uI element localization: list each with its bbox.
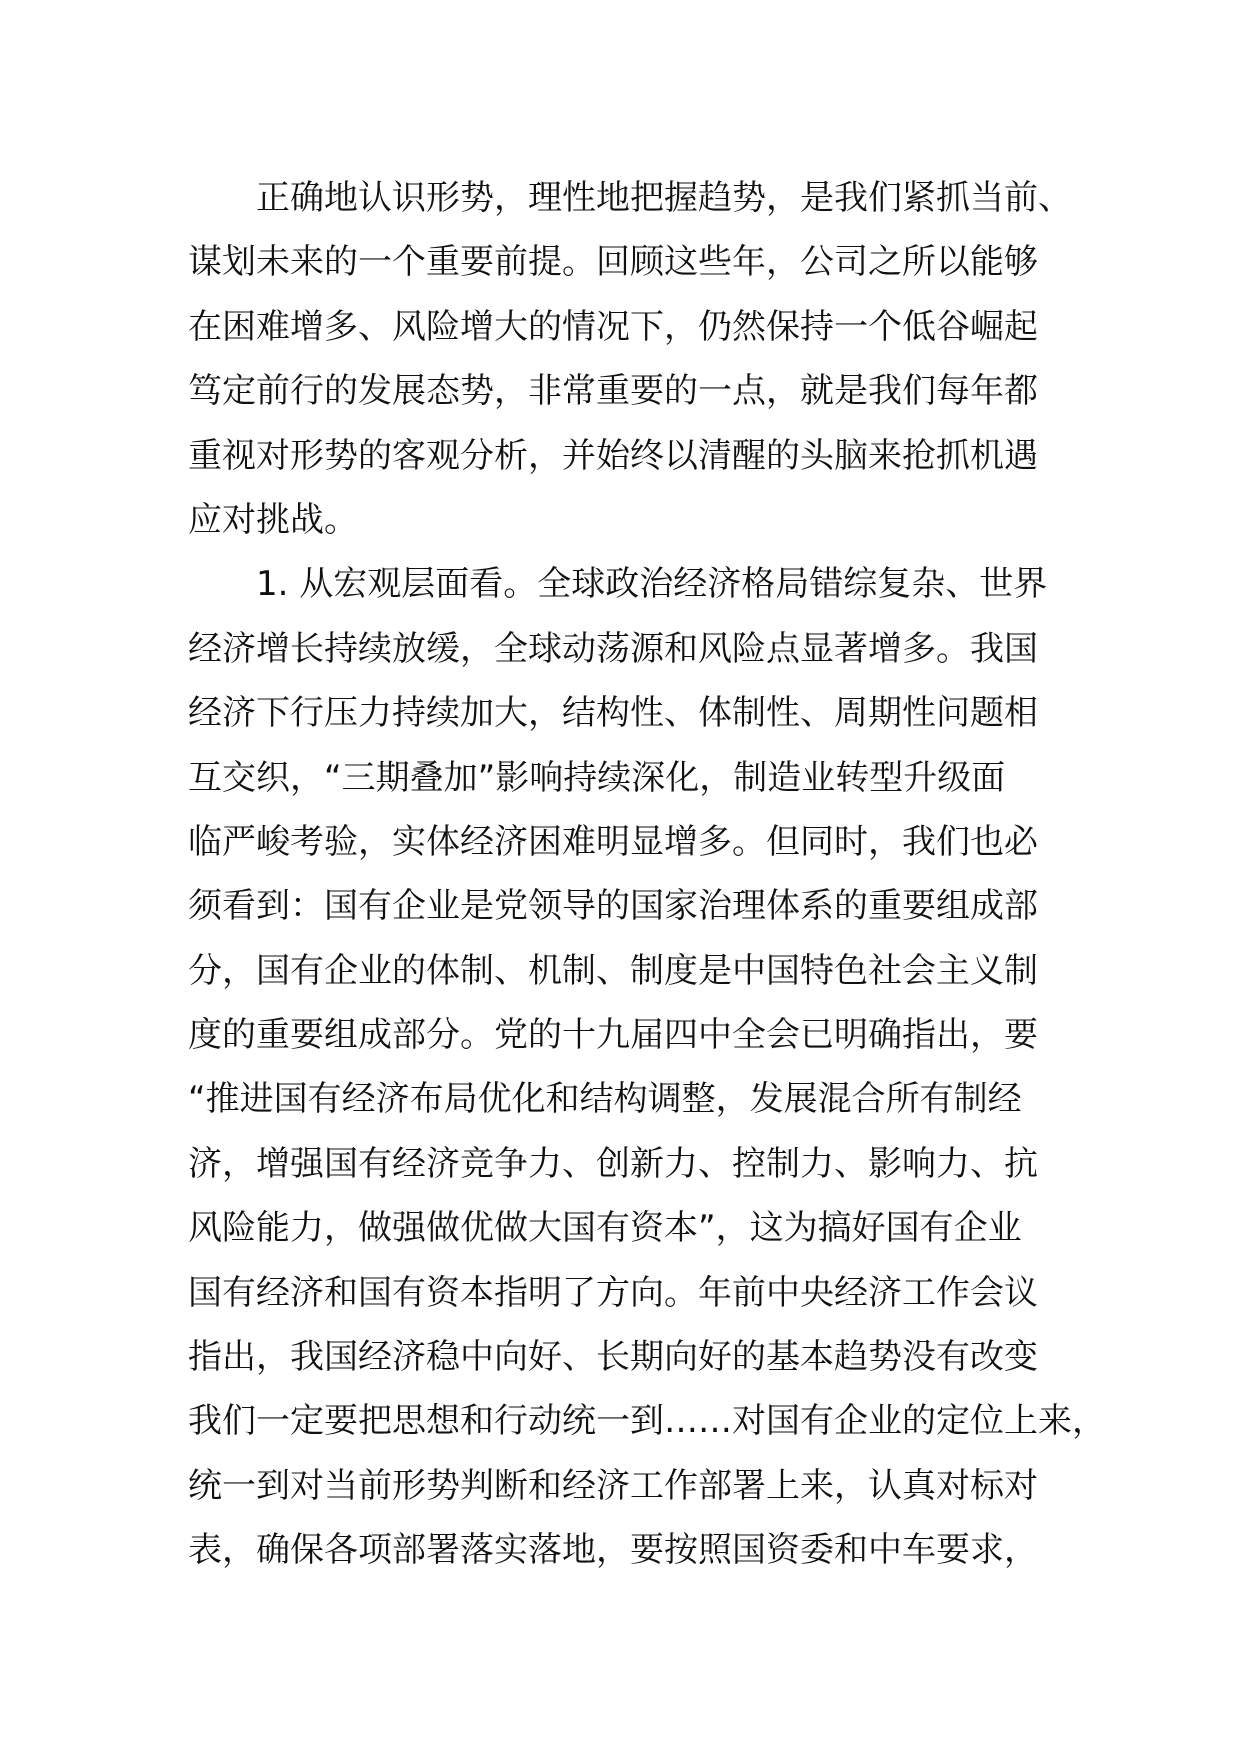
- paragraph-line: 表，确保各项部署落实落地，要按照国资委和中车要求，: [188, 1530, 1038, 1571]
- paragraph-line: 济，增强国有经济竞争力、创新力、控制力、影响力、抗: [188, 1143, 1038, 1184]
- paragraph-line: 国有经济和国有资本指明了方向。年前中央经济工作会议: [188, 1272, 1038, 1313]
- paragraph-line: 应对挑战。: [188, 499, 358, 540]
- paragraph-line: 指出，我国经济稳中向好、长期向好的基本趋势没有改变: [188, 1337, 1038, 1378]
- paragraph-line: 经济增长持续放缓，全球动荡源和风险点显著增多。我国: [188, 628, 1038, 669]
- numbered-section-line: 1. 从宏观层面看。全球政治经济格局错综复杂、世界: [256, 564, 1048, 605]
- paragraph-line: “推进国有经济布局优化和结构调整，发展混合所有制经: [188, 1079, 1022, 1120]
- paragraph-line: 临严峻考验，实体经济困难明显增多。但同时，我们也必: [188, 821, 1038, 862]
- paragraph-line: 我们一定要把思想和行动统一到……对国有企业的定位上来，: [188, 1401, 1106, 1442]
- paragraph-line: 重视对形势的客观分析，并始终以清醒的头脑来抢抓机遇: [188, 435, 1038, 476]
- paragraph-line: 须看到：国有企业是党领导的国家治理体系的重要组成部: [188, 886, 1038, 927]
- paragraph-line: 风险能力，做强做优做大国有资本”，这为搞好国有企业: [188, 1208, 1022, 1249]
- paragraph-line: 分，国有企业的体制、机制、制度是中国特色社会主义制: [188, 950, 1038, 991]
- paragraph-line: 度的重要组成部分。党的十九届四中全会已明确指出，要: [188, 1015, 1038, 1056]
- paragraph-line: 统一到对当前形势判断和经济工作部署上来，认真对标对: [188, 1465, 1038, 1506]
- paragraph-line: 互交织，“三期叠加”影响持续深化，制造业转型升级面: [188, 757, 1006, 798]
- paragraph-line: 经济下行压力持续加大，结构性、体制性、周期性问题相: [188, 693, 1038, 734]
- paragraph-line: 谋划未来的一个重要前提。回顾这些年，公司之所以能够: [188, 242, 1038, 283]
- paragraph-line: 在困难增多、风险增大的情况下，仍然保持一个低谷崛起: [188, 306, 1038, 347]
- paragraph-line: 笃定前行的发展态势，非常重要的一点，就是我们每年都: [188, 371, 1038, 412]
- paragraph-line: 正确地认识形势，理性地把握趋势，是我们紧抓当前、: [256, 178, 1072, 218]
- body-text: [188, 166, 1106, 1583]
